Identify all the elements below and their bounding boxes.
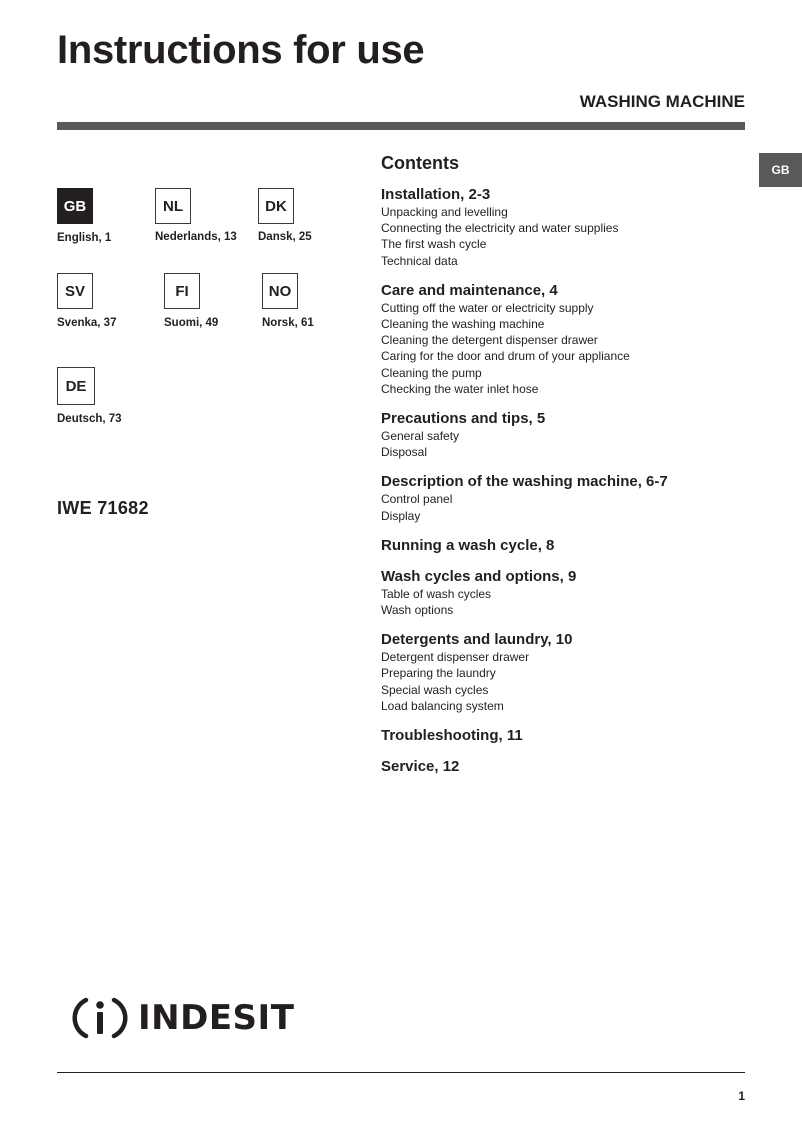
- toc-item[interactable]: Load balancing system: [381, 698, 504, 713]
- language-code-box: NL: [155, 188, 191, 224]
- toc-section-heading[interactable]: Running a wash cycle, 8: [381, 536, 555, 554]
- toc-section-wash-cycles: [381, 568, 751, 618]
- indesit-emblem-icon: [72, 994, 128, 1042]
- language-code-box: NO: [262, 273, 298, 309]
- language-label: English, 1: [57, 232, 112, 244]
- language-code-box: GB: [57, 188, 93, 224]
- language-label: Suomi, 49: [164, 317, 219, 329]
- toc-section-heading[interactable]: Service, 12: [381, 758, 460, 776]
- brand-logo: [72, 994, 294, 1042]
- toc-item[interactable]: The first wash cycle: [381, 237, 487, 252]
- toc-item[interactable]: Special wash cycles: [381, 682, 489, 697]
- language-label: Dansk, 25: [258, 231, 312, 243]
- toc-section-heading[interactable]: Care and maintenance, 4: [381, 281, 558, 299]
- language-code-box: DK: [258, 188, 294, 224]
- toc-section-precautions: [381, 410, 751, 460]
- toc-item[interactable]: Wash options: [381, 603, 454, 618]
- contents-title: Contents: [381, 153, 459, 173]
- toc-item[interactable]: Unpacking and levelling: [381, 205, 508, 219]
- toc-item[interactable]: Preparing the laundry: [381, 666, 496, 681]
- toc-section-running: [381, 537, 751, 555]
- toc-item[interactable]: Technical data: [381, 253, 458, 268]
- model-number: IWE 71682: [57, 498, 149, 518]
- toc-section-heading[interactable]: Wash cycles and options, 9: [381, 567, 577, 585]
- page-number: 1: [738, 1089, 745, 1103]
- language-code-box: SV: [57, 273, 93, 309]
- document-subtitle: WASHING MACHINE: [579, 92, 745, 111]
- toc-item[interactable]: Checking the water inlet hose: [381, 381, 539, 396]
- language-entry-no[interactable]: [262, 273, 352, 329]
- toc-item[interactable]: Control panel: [381, 492, 453, 507]
- language-entry-dk[interactable]: [258, 188, 348, 243]
- language-label: Nederlands, 13: [155, 231, 237, 243]
- language-entry-gb[interactable]: [57, 188, 147, 244]
- toc-item[interactable]: Cleaning the washing machine: [381, 317, 545, 332]
- toc-section-service: [381, 758, 751, 776]
- footer-rule: [57, 1072, 745, 1073]
- toc-item[interactable]: General safety: [381, 429, 460, 444]
- toc-item[interactable]: Caring for the door and drum of your appliance: [381, 349, 630, 364]
- language-code-box: FI: [164, 273, 200, 309]
- toc-item[interactable]: Disposal: [381, 445, 428, 460]
- toc-item[interactable]: Cleaning the pump: [381, 365, 482, 380]
- toc-section-care: [381, 282, 751, 397]
- language-side-tab: GB: [759, 153, 802, 187]
- toc-section-description: [381, 473, 751, 523]
- toc-item[interactable]: Cleaning the detergent dispenser drawer: [381, 333, 598, 348]
- header-rule: [57, 122, 745, 130]
- toc-item[interactable]: Display: [381, 508, 421, 523]
- toc-section-troubleshooting: [381, 727, 751, 745]
- language-label: Deutsch, 73: [57, 413, 122, 425]
- toc-section-installation: [381, 186, 751, 269]
- toc-section-heading[interactable]: Description of the washing machine, 6-7: [381, 473, 668, 491]
- toc-section-heading[interactable]: Detergents and laundry, 10: [381, 631, 573, 649]
- language-entry-fi[interactable]: [164, 273, 254, 329]
- language-entry-nl[interactable]: [155, 188, 245, 243]
- table-of-contents: [381, 152, 751, 789]
- toc-section-heading[interactable]: Troubleshooting, 11: [381, 727, 523, 745]
- language-entry-sv[interactable]: [57, 273, 147, 329]
- language-entry-de[interactable]: [57, 367, 147, 425]
- language-label: Svenka, 37: [57, 317, 117, 329]
- page-title: Instructions for use: [57, 28, 425, 72]
- toc-section-detergents: [381, 631, 751, 714]
- language-code-box: DE: [57, 367, 95, 405]
- toc-item[interactable]: Table of wash cycles: [381, 586, 492, 601]
- toc-section-heading[interactable]: Installation, 2-3: [381, 186, 491, 203]
- toc-item[interactable]: Connecting the electricity and water supplies: [381, 221, 619, 236]
- toc-item[interactable]: Cutting off the water or electricity supply: [381, 300, 594, 315]
- language-label: Norsk, 61: [262, 317, 314, 329]
- toc-item[interactable]: Detergent dispenser drawer: [381, 650, 530, 665]
- toc-section-heading[interactable]: Precautions and tips, 5: [381, 410, 546, 428]
- brand-wordmark: INDESIT: [138, 998, 295, 1038]
